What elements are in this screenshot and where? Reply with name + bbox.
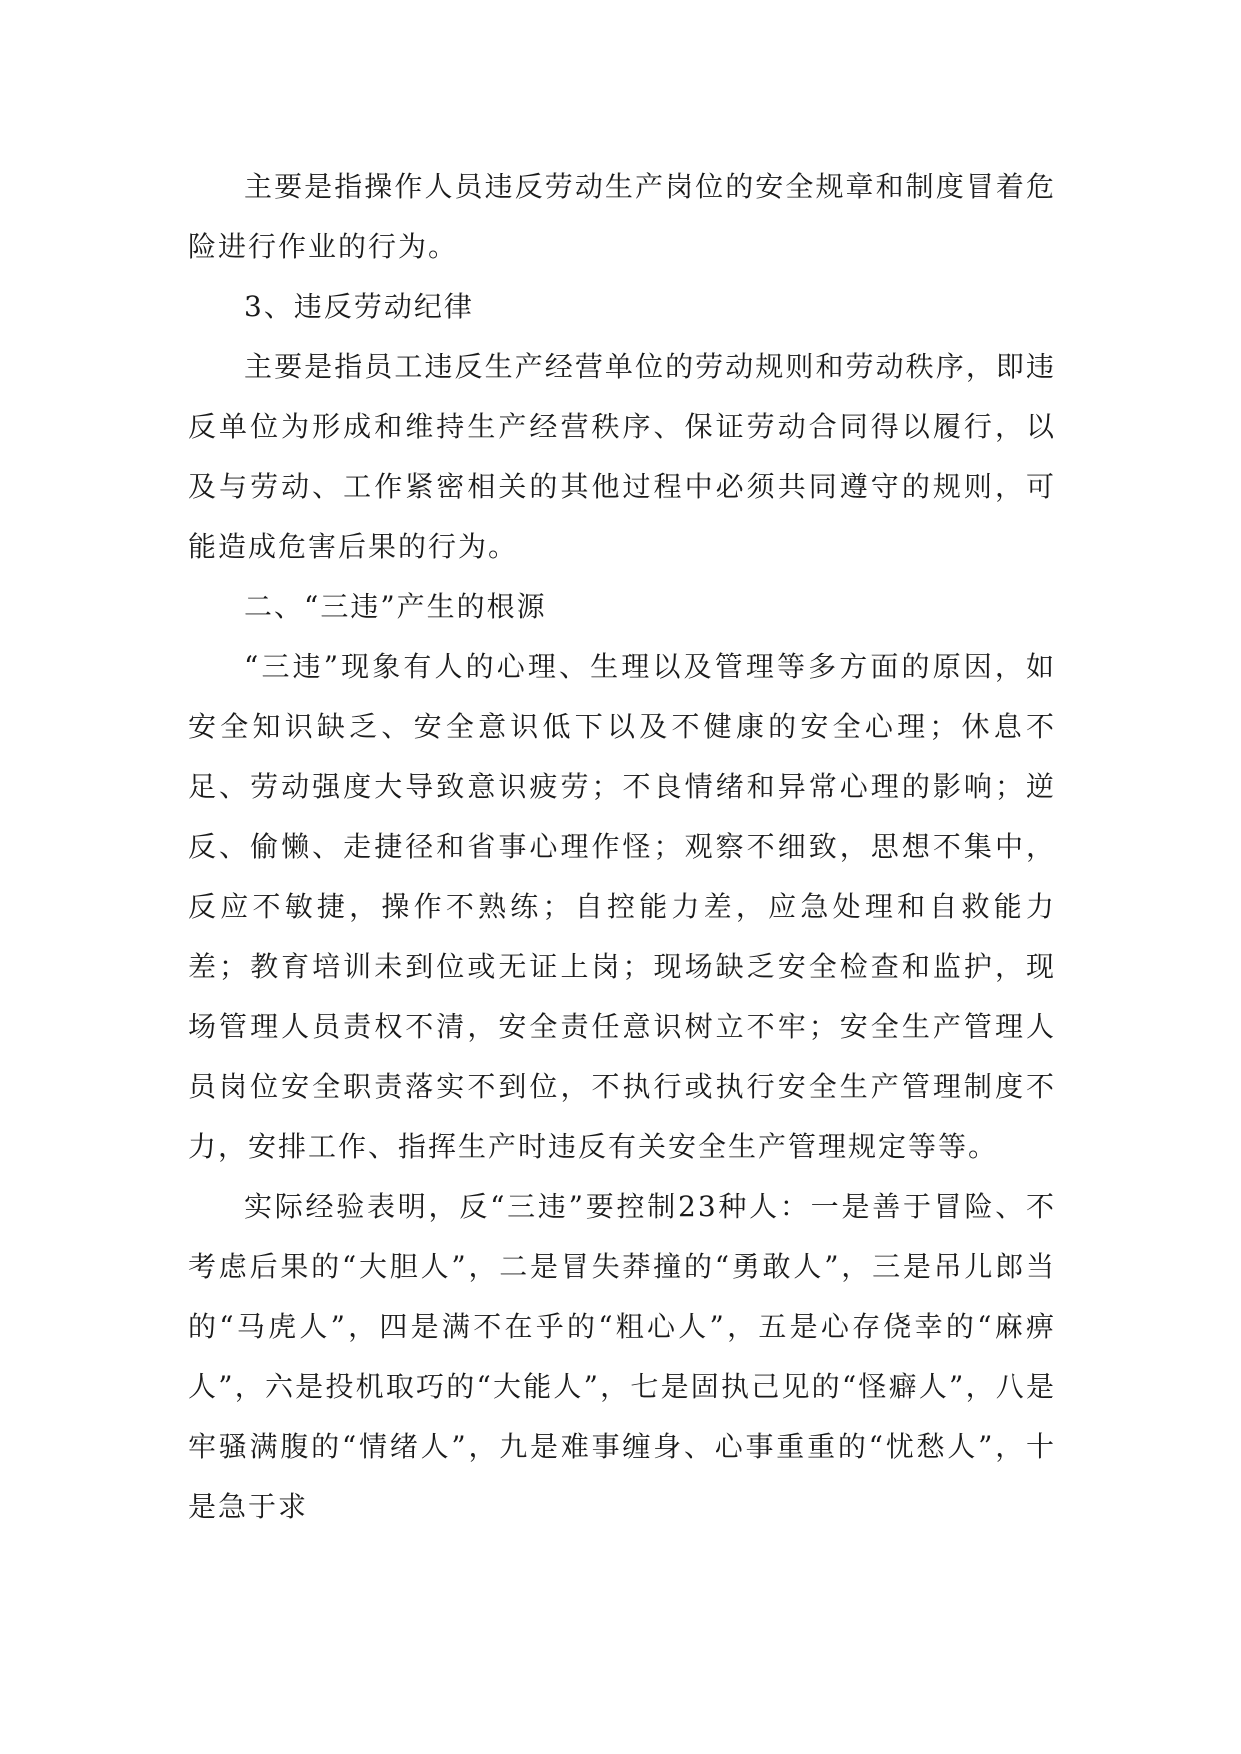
paragraph-23-types: 实际经验表明，反“三违”要控制23种人：一是善于冒险、不考虑后果的“大胆人”，二是冒失莽撞的“勇敢人”，三是吊儿郎当的“马虎人”，四是满不在乎的“粗心人”，五是心存侥幸的“麻痹人”，六是投机取巧的“大能人”，七是固执己见的“怪癖人”，八是牢骚满腹的“情绪人”，九是难事缠身、心事重重的“忧愁人”，十是急于求: [188, 1190, 1056, 1523]
paragraph-unsafe-operation-definition: 主要是指操作人员违反劳动生产岗位的安全规章和制度冒着危险进行作业的行为。: [188, 170, 1056, 263]
paragraph-labor-discipline-definition: 主要是指员工违反生产经营单位的劳动规则和劳动秩序，即违反单位为形成和维持生产经营秩序、保证劳动合同得以履行，以及与劳动、工作紧密相关的其他过程中必须共同遵守的规则，可能造成危害后果的行为。: [188, 350, 1056, 563]
paragraph-root-causes: “三违”现象有人的心理、生理以及管理等多方面的原因，如安全知识缺乏、安全意识低下以及不健康的安全心理；休息不足、劳动强度大导致意识疲劳；不良情绪和异常心理的影响；逆反、偷懒、走捷径和省事心理作怪；观察不细致，思想不集中，反应不敏捷，操作不熟练；自控能力差，应急处理和自救能力差；教育培训未到位或无证上岗；现场缺乏安全检查和监护，现场管理人员责权不清，安全责任意识树立不牢；安全生产管理人员岗位安全职责落实不到位，不执行或执行安全生产管理制度不力，安排工作、指挥生产时违反有关安全生产管理规定等等。: [188, 650, 1056, 1163]
section-heading-labor-discipline: 3、违反劳动纪律: [244, 290, 474, 323]
section-heading-root-causes: 二、“三违”产生的根源: [244, 590, 547, 623]
document-body: [188, 157, 1056, 1537]
